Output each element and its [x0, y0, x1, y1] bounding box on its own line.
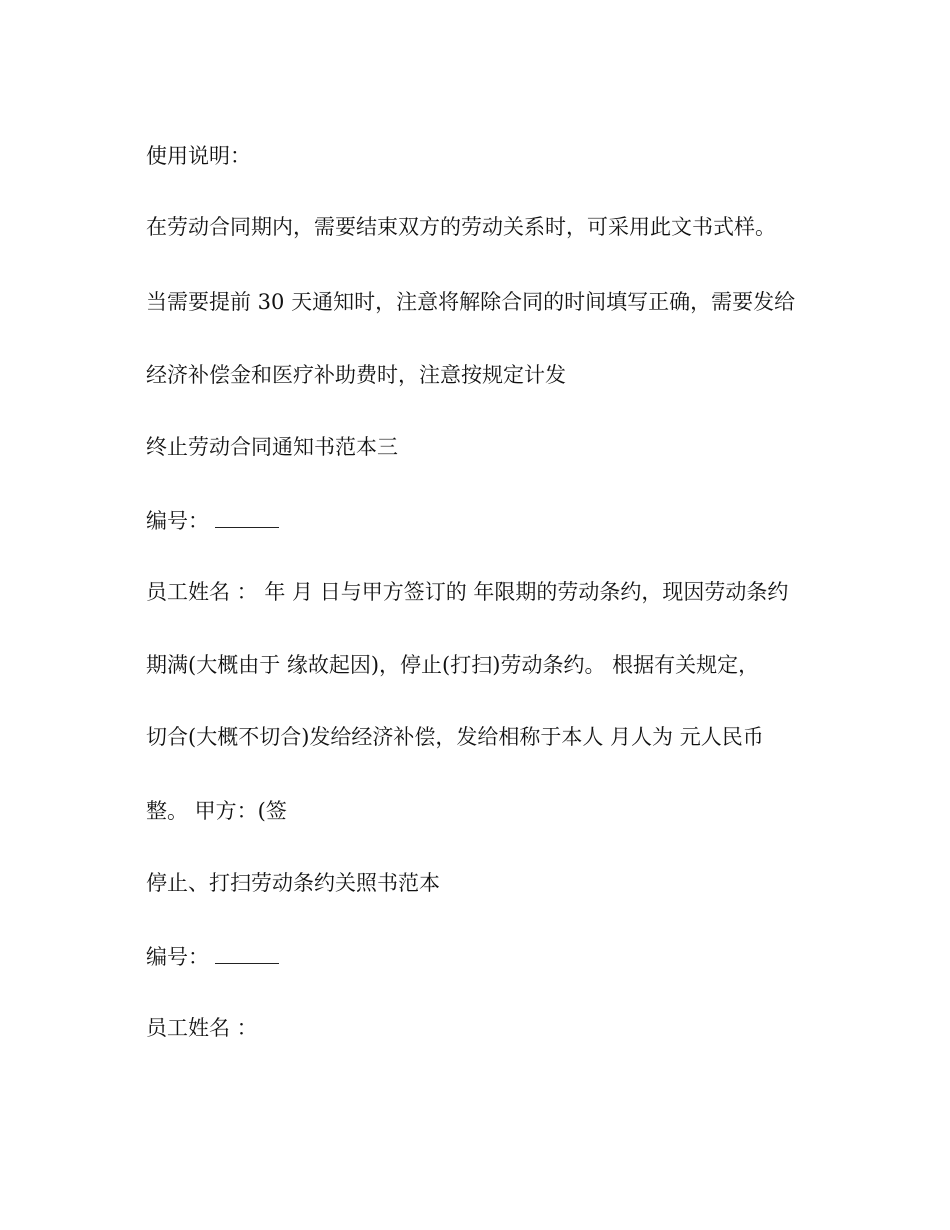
body-text-line-1: 员工姓名 ： 年 月 日与甲方签订的 年限期的劳动条约，现因劳动条约 — [146, 580, 789, 604]
usage-text-line-2: 当需要提前 30 天通知时，注意将解除合同的时间填写正确，需要发给 — [146, 290, 796, 314]
usage-text-line-3: 经济补偿金和医疗补助费时，注意按规定计发 — [146, 363, 566, 387]
body-text-line-3: 切合(大概不切合)发给经济补偿，发给相称于本人 月人为 元人民币 — [146, 725, 764, 749]
usage-text-line-1: 在劳动合同期内，需要结束双方的劳动关系时，可采用此文书式样。 — [146, 215, 776, 239]
usage-heading: 使用说明： — [146, 144, 251, 168]
template-title-4: 停止、打扫劳动条约关照书范本 — [146, 871, 440, 895]
body-text-line-2: 期满(大概由于 缘故起因)，停止(打扫)劳动条约。 根据有关规定， — [146, 653, 760, 677]
template-title-3: 终止劳动合同通知书范本三 — [146, 435, 398, 459]
number-field-row-2 — [146, 942, 846, 972]
number-field-row-1 — [146, 506, 846, 536]
number-blank-2 — [215, 945, 279, 964]
number-label-1: 编号： — [146, 509, 209, 533]
employee-name-label: 员工姓名 ： — [146, 1016, 258, 1040]
body-text-line-4: 整。 甲方：(签 — [146, 799, 287, 823]
number-blank-1 — [215, 509, 279, 528]
number-label-2: 编号： — [146, 945, 209, 969]
